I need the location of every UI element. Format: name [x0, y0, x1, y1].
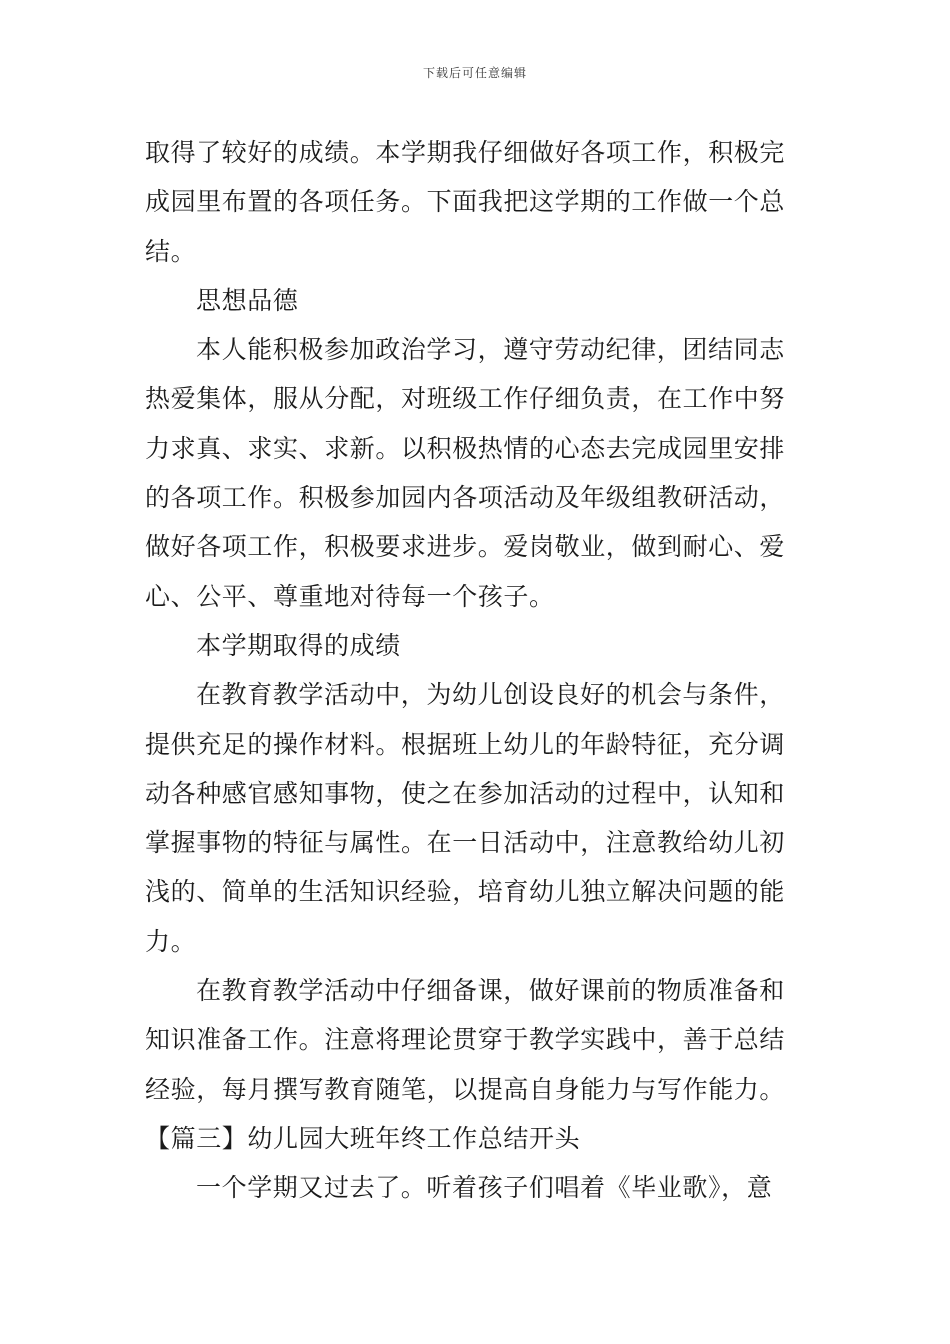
text-line: 在教育教学活动中，为幼儿创设良好的机会与条件， [196, 680, 785, 710]
text-line: 取得了较好的成绩。本学期我仔细做好各项工作，积极完 [145, 138, 786, 167]
text-line: 动各种感官感知事物，使之在参加活动的过程中，认知和 [145, 778, 786, 808]
document-body [145, 128, 810, 1213]
text-line: 一个学期又过去了。听着孩子们唱着《毕业歌》，意 [196, 1173, 773, 1203]
text-line: 经验，每月撰写教育随笔，以提高自身能力与写作能力。 [145, 1074, 786, 1104]
text-line: 热爱集体，服从分配，对班级工作仔细负责，在工作中努 [145, 384, 786, 414]
text-line: 提供充足的操作材料。根据班上幼儿的年龄特征，充分调 [145, 729, 786, 759]
page-header-note: 下载后可任意编辑 [422, 66, 527, 80]
text-line: 的各项工作。积极参加园内各项活动及年级组教研活动， [145, 483, 786, 513]
text-line: 浅的、简单的生活知识经验，培育幼儿独立解决问题的能 [145, 877, 786, 907]
text-line: 成园里布置的各项任务。下面我把这学期的工作做一个总 [145, 187, 786, 217]
text-line: 心、公平、尊重地对待每一个孩子。 [145, 581, 555, 611]
text-line: 掌握事物的特征与属性。在一日活动中，注意教给幼儿初 [145, 828, 786, 858]
text-line: 在教育教学活动中仔细备课，做好课前的物质准备和 [196, 976, 785, 1006]
text-line: 思想品德 [196, 285, 299, 315]
text-line: 知识准备工作。注意将理论贯穿于教学实践中，善于总结 [145, 1025, 786, 1055]
text-line: 本人能积极参加政治学习，遵守劳动纪律，团结同志 [196, 335, 785, 365]
text-line: 力。 [145, 926, 197, 956]
text-line: 【篇三】幼儿园大班年终工作总结开头 [145, 1123, 581, 1153]
text-line: 力求真、求实、求新。以积极热情的心态去完成园里安排 [145, 433, 786, 463]
text-line: 做好各项工作，积极要求进步。爱岗敬业，做到耐心、爱 [145, 532, 786, 562]
text-line: 本学期取得的成绩 [196, 630, 401, 660]
text-line: 结。 [145, 236, 197, 266]
